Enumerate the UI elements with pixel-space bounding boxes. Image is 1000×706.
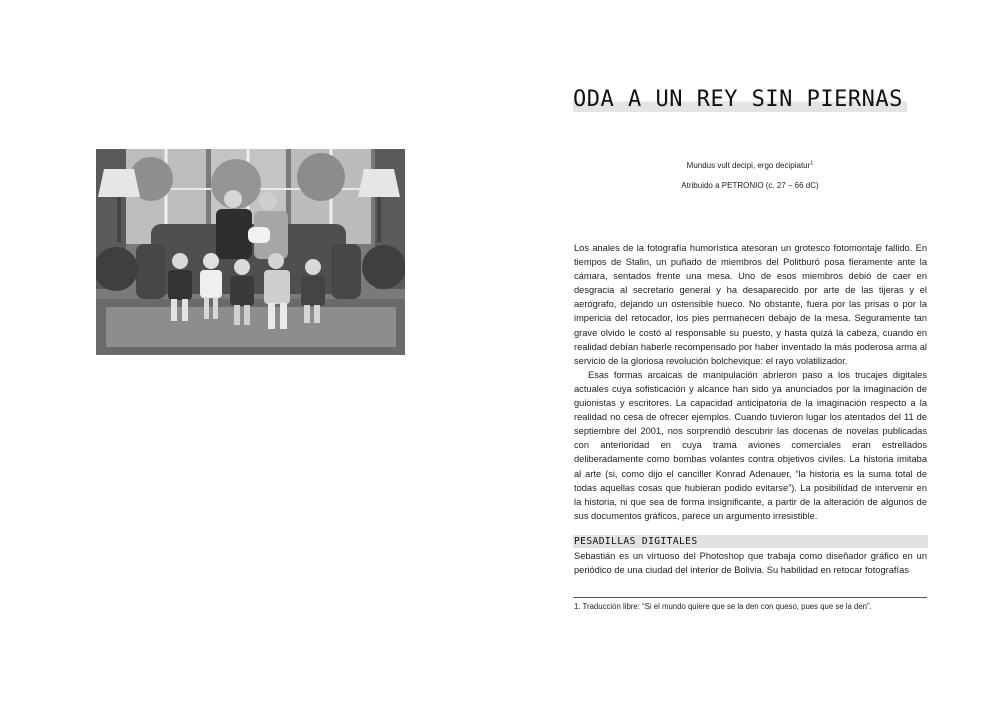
- footnote-divider: [573, 597, 927, 598]
- epigraph-quote: Mundus vult decipi, ergo decipiatur: [686, 161, 811, 170]
- epigraph: [600, 160, 900, 192]
- body-paragraph-2: Esas formas arcaicas de manipulación abrieron paso a los trucajes digitales actuales cuya sofisticación y alcance han sido ya anunciados por la imaginación de guionistas y escritores. La capacidad anticipatoria de la imaginación respecto a la realidad no cesa de ofrecer ejemplos. Cuando tuvieron lugar los atentados del 11 de septiembre del 2001, nos sorprendió descubrir las docenas de novelas publicadas con anterioridad en cuya trama aviones comerciales eran estrellados deliberadamente como bombas volantes contra objetivos civiles. La historia imitaba al arte (si, como dijo el canciller Konrad Adenauer, “la historia es la suma total de todas aquellas cosas que hubieran podido evitarse”). La posibilidad de intervenir en la historia, ni que sea de forma insignificante, a partir de la alteración de algunos de sus documentos gráficos, parece un argumento irresistible.: [574, 369, 927, 521]
- page-title: ODA A UN REY SIN PIERNAS: [573, 88, 907, 112]
- footnote: 1. Traducción libre: “Si el mundo quiere que se la den con queso, pues que se la den”.: [574, 602, 872, 611]
- epigraph-quote-line: [600, 160, 900, 172]
- epigraph-attribution: Atribuido a PETRONIO (c. 27 – 66 dC): [681, 181, 819, 190]
- section-heading: PESADILLAS DIGITALES: [573, 535, 928, 548]
- body-text: [574, 241, 927, 523]
- body-paragraph-1: Los anales de la fotografía humorística atesoran un grotesco fotomontaje fallido. En tiempos de Stalin, un puñado de miembros del Politburó posa fieramente ante la cámara, sentados frente una mesa. Uno de esos miembros debió de caer en desgracia al secretario general y ha desaparecido por arte de las tijeras y el aerógrafo, dejando un ostensible hueco. No obstante, fuera por las prisas o por la impericia del retocador, los pies permanecen debajo de la mesa. Seguramente tan grave olvido le costó al responsable su puesto, y hasta quizá la cabeza, cuando en realidad debían haberle recompensado por haber inventado la más poderosa arma al servicio de la gloriosa revolución bolchevique: el rayo volatilizador.: [574, 243, 927, 366]
- section-paragraph: Sebastián es un virtuoso del Photoshop que trabaja como diseñador gráfico en un periódico de una ciudad del interior de Bolivia. Su habilidad en retocar fotografías: [574, 551, 927, 576]
- family-portrait-photo: [96, 149, 405, 355]
- title-block: [573, 88, 907, 112]
- footnote-mark: 1: [810, 160, 814, 167]
- photo-illustration: [96, 149, 405, 355]
